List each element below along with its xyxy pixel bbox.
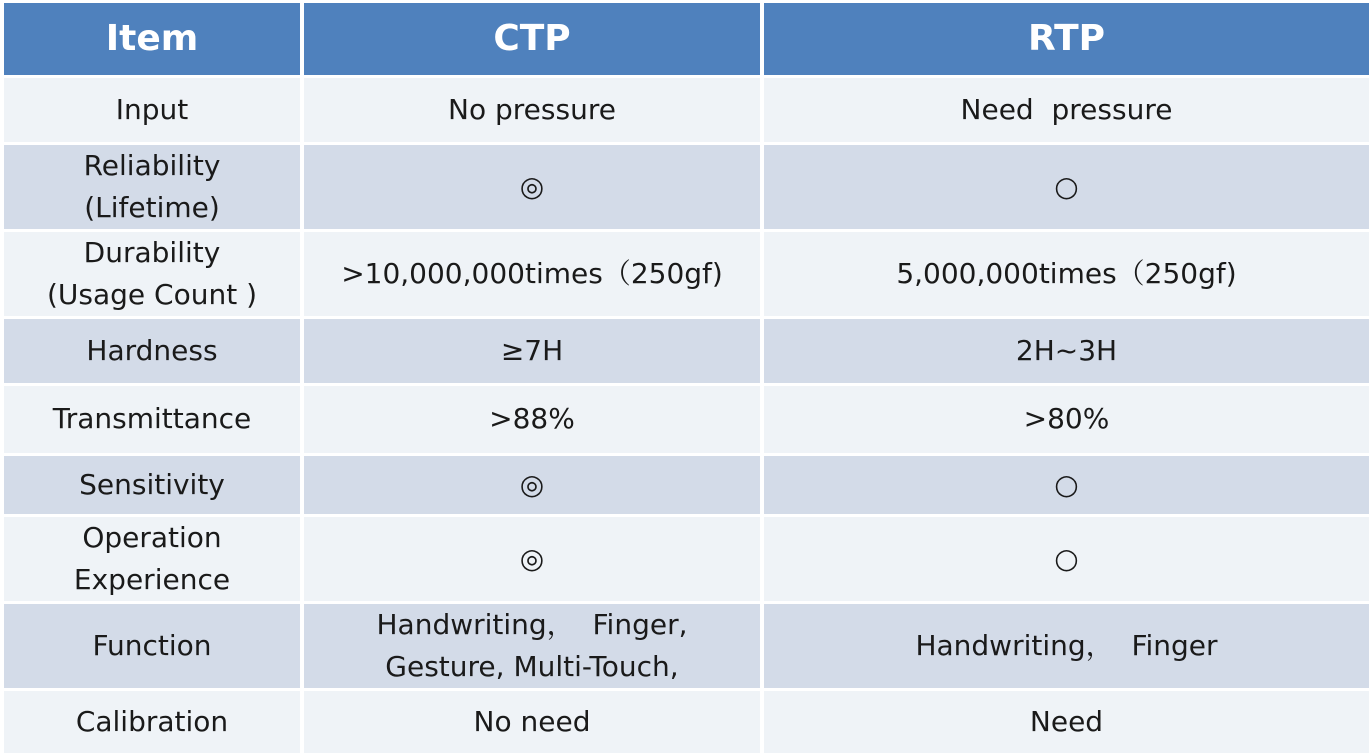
table-row bbox=[4, 319, 1369, 383]
rtp-cell bbox=[764, 386, 1369, 452]
rtp-value: 5,000,000times（250gf) bbox=[896, 257, 1237, 291]
item-cell bbox=[4, 456, 300, 514]
table-row bbox=[4, 456, 1369, 514]
item-label: Function bbox=[92, 628, 212, 662]
header-item: Item bbox=[4, 3, 300, 75]
rtp-cell bbox=[764, 517, 1369, 601]
ctp-cell bbox=[304, 78, 760, 142]
item-label-sub: (Usage Count ) bbox=[46, 278, 258, 312]
item-cell bbox=[4, 78, 300, 142]
ctp-cell bbox=[304, 691, 760, 753]
rtp-value: 2H~3H bbox=[1015, 334, 1118, 368]
rtp-cell bbox=[764, 319, 1369, 383]
header-row bbox=[4, 3, 1369, 75]
rtp-cell bbox=[764, 691, 1369, 753]
circle-icon: ○ bbox=[1054, 170, 1079, 204]
item-label: Calibration bbox=[75, 704, 229, 738]
item-cell bbox=[4, 386, 300, 452]
ctp-cell bbox=[304, 319, 760, 383]
item-label-sub: Experience bbox=[73, 562, 231, 596]
table-row bbox=[4, 145, 1369, 229]
double-circle-icon: ◎ bbox=[519, 541, 545, 575]
header-ctp: CTP bbox=[304, 3, 760, 75]
item-cell bbox=[4, 145, 300, 229]
item-label: Operation bbox=[82, 520, 222, 554]
circle-icon: ○ bbox=[1054, 467, 1079, 501]
item-label-sub: (Lifetime) bbox=[84, 191, 220, 225]
double-circle-icon: ◎ bbox=[519, 467, 545, 501]
rtp-value: >80% bbox=[1023, 402, 1110, 436]
rtp-cell bbox=[764, 232, 1369, 316]
ctp-value: No pressure bbox=[448, 93, 616, 127]
item-cell bbox=[4, 691, 300, 753]
rtp-cell bbox=[764, 456, 1369, 514]
table-row bbox=[4, 78, 1369, 142]
rtp-cell bbox=[764, 78, 1369, 142]
rtp-value: Need bbox=[1029, 704, 1104, 738]
item-label: Sensitivity bbox=[79, 467, 225, 501]
rtp-value: Handwriting， Finger bbox=[915, 628, 1218, 662]
ctp-value: ≥7H bbox=[500, 334, 564, 368]
table-row bbox=[4, 232, 1369, 316]
ctp-cell bbox=[304, 604, 760, 688]
item-label: Hardness bbox=[86, 334, 218, 368]
item-cell bbox=[4, 319, 300, 383]
circle-icon: ○ bbox=[1054, 541, 1079, 575]
rtp-cell bbox=[764, 604, 1369, 688]
table-row bbox=[4, 386, 1369, 452]
ctp-cell bbox=[304, 456, 760, 514]
item-label: Reliability bbox=[83, 149, 221, 183]
ctp-cell bbox=[304, 145, 760, 229]
rtp-value: Need pressure bbox=[960, 93, 1173, 127]
ctp-value: >88% bbox=[489, 402, 575, 436]
ctp-value: No need bbox=[473, 704, 591, 738]
table-row bbox=[4, 691, 1369, 753]
item-cell bbox=[4, 232, 300, 316]
rtp-cell bbox=[764, 145, 1369, 229]
item-label: Durability bbox=[83, 236, 221, 270]
ctp-value-sub: Gesture, Multi-Touch, bbox=[385, 649, 679, 683]
ctp-cell bbox=[304, 517, 760, 601]
ctp-value: >10,000,000times（250gf) bbox=[341, 257, 723, 291]
double-circle-icon: ◎ bbox=[519, 170, 545, 204]
ctp-cell bbox=[304, 386, 760, 452]
item-label: Input bbox=[115, 93, 189, 127]
item-label: Transmittance bbox=[52, 402, 252, 436]
item-cell bbox=[4, 517, 300, 601]
ctp-value: Handwriting， Finger, bbox=[376, 607, 688, 641]
table-row bbox=[4, 604, 1369, 688]
ctp-cell bbox=[304, 232, 760, 316]
header-rtp: RTP bbox=[764, 3, 1369, 75]
item-cell bbox=[4, 604, 300, 688]
table-row bbox=[4, 517, 1369, 601]
